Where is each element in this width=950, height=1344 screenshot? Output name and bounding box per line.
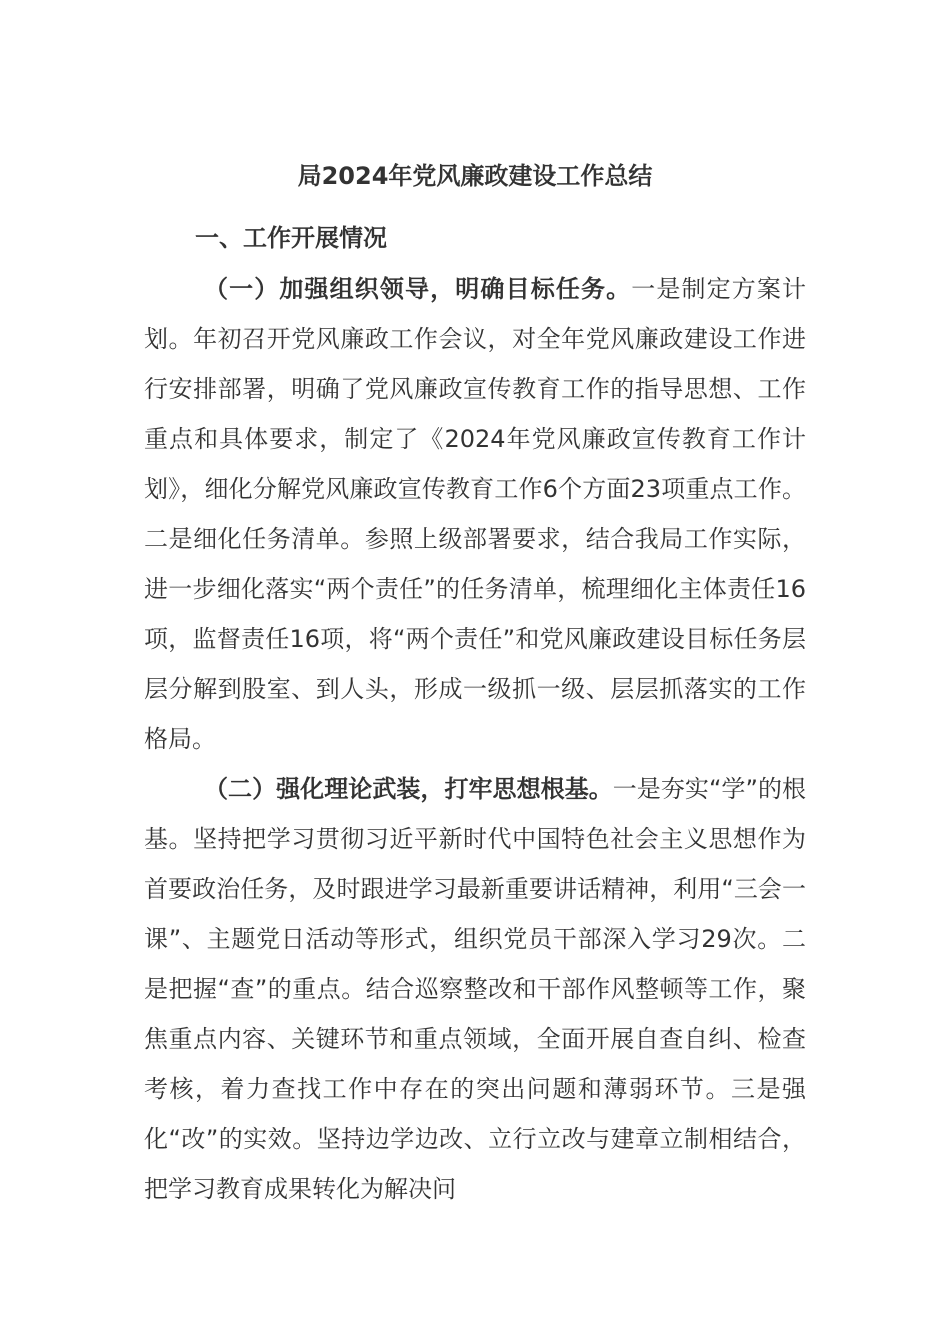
paragraph-text: 一是夯实“学”的根基。坚持把学习贯彻习近平新时代中国特色社会主义思想作为首要政治任务，及时跟进学习最新重要讲话精神，利用“三会一课”、主题党日活动等形式，组织党员干部深入学习29次。二是把握“查”的重点。结合巡察整改和干部作风整顿等工作，聚焦重点内容、关键环节和重点领域，全面开展自查自纠、检查考核，着力查找工作中存在的突出问题和薄弱环节。三是强化“改”的实效。坚持边学边改、立行立改与建章立制相结合，把学习教育成果转化为解决问 (144, 775, 806, 1203)
document-title: 局2024年党风廉政建设工作总结 (297, 162, 653, 190)
paragraph-lead: （二）强化理论武装，打牢思想根基。 (204, 775, 613, 803)
section-heading: 一、工作开展情况 (195, 224, 387, 252)
paragraph (144, 264, 806, 764)
paragraph-lead: （一）加强组织领导，明确目标任务。 (204, 275, 632, 303)
paragraph (144, 764, 806, 1214)
paragraph-text: 一是制定方案计划。年初召开党风廉政工作会议，对全年党风廉政建设工作进行安排部署，明确了党风廉政宣传教育工作的指导思想、工作重点和具体要求，制定了《2024年党风廉政宣传教育工作计划》，细化分解党风廉政宣传教育工作6个方面23项重点工作。二是细化任务清单。参照上级部署要求，结合我局工作实际，进一步细化落实“两个责任”的任务清单，梳理细化主体责任16项，监督责任16项，将“两个责任”和党风廉政建设目标任务层层分解到股室、到人头，形成一级抓一级、层层抓落实的工作格局。 (144, 275, 807, 753)
